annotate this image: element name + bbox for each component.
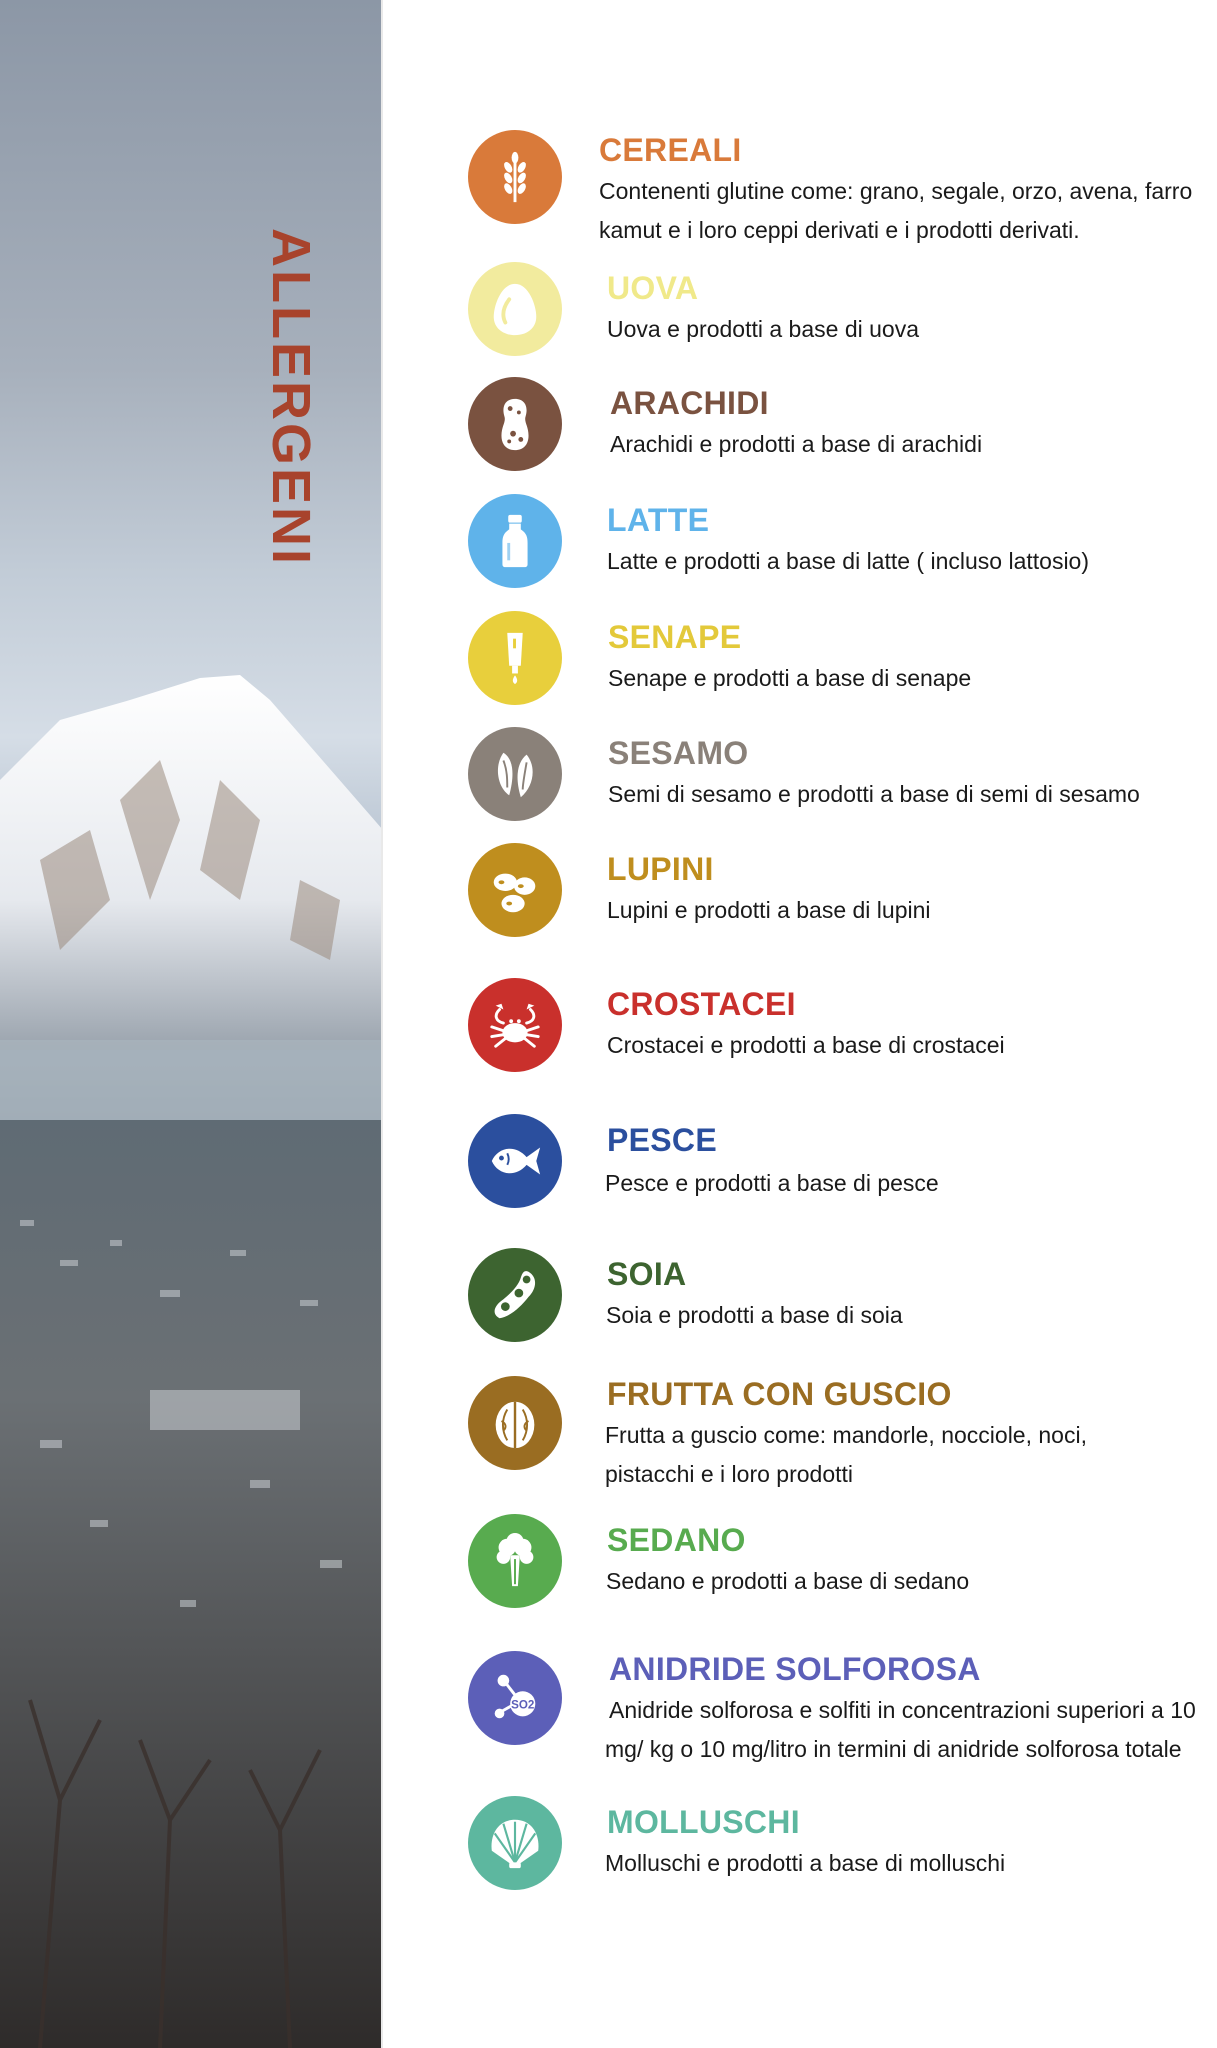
allergen-description: Lupini e prodotti a base di lupini: [607, 897, 931, 923]
allergen-title: ARACHIDI: [610, 385, 769, 421]
allergen-description: Arachidi e prodotti a base di arachidi: [610, 431, 983, 457]
allergen-description: Senape e prodotti a base di senape: [608, 665, 972, 691]
allergen-title: SEDANO: [607, 1522, 746, 1558]
allergen-description: Crostacei e prodotti a base di crostacei: [607, 1032, 1005, 1058]
allergen-title: SOIA: [607, 1256, 687, 1292]
allergen-description: Contenenti glutine come: grano, segale, orzo, avena, farro: [599, 178, 1193, 204]
allergen-title: PESCE: [607, 1122, 717, 1158]
allergen-description: Soia e prodotti a base di soia: [606, 1302, 903, 1328]
allergen-description-line2: pistacchi e i loro prodotti: [605, 1461, 854, 1487]
shell-icon: [468, 1796, 562, 1890]
lupin-icon: [468, 843, 562, 937]
allergen-title: LATTE: [607, 502, 710, 538]
allergen-title: CEREALI: [599, 132, 742, 168]
allergen-description-line2: kamut e i loro ceppi derivati e i prodotti derivati.: [599, 217, 1080, 243]
allergen-title: ANIDRIDE SOLFOROSA: [609, 1651, 981, 1687]
peanut-icon: [468, 377, 562, 471]
allergen-title: SENAPE: [608, 619, 742, 655]
egg-icon: [468, 262, 562, 356]
wheat-icon: [468, 130, 562, 224]
walnut-icon: [468, 1376, 562, 1470]
soy-pod-icon: [468, 1248, 562, 1342]
allergeni-vertical-title: ALLERGENI: [261, 228, 321, 568]
allergen-title: LUPINI: [607, 851, 714, 887]
so2-label: SO2: [511, 1698, 535, 1712]
mustard-icon: [468, 611, 562, 705]
panel-divider: [381, 0, 383, 2048]
celery-icon: [468, 1514, 562, 1608]
allergen-description: Pesce e prodotti a base di pesce: [605, 1170, 939, 1196]
allergen-title: SESAMO: [608, 735, 749, 771]
mountain-photo: [0, 0, 383, 2048]
allergen-description: Semi di sesamo e prodotti a base di semi di sesamo: [608, 781, 1140, 807]
allergen-description: Sedano e prodotti a base di sedano: [606, 1568, 970, 1594]
allergen-description: Uova e prodotti a base di uova: [607, 316, 919, 342]
allergen-title: CROSTACEI: [607, 986, 796, 1022]
allergen-description: Molluschi e prodotti a base di molluschi: [605, 1850, 1006, 1876]
fish-icon: [468, 1114, 562, 1208]
allergen-description-line2: mg/ kg o 10 mg/litro in termini di anidride solforosa totale: [605, 1736, 1182, 1762]
allergen-description: Anidride solforosa e solfiti in concentrazioni superiori a 10: [609, 1697, 1196, 1723]
allergen-title: MOLLUSCHI: [607, 1804, 800, 1840]
milk-bottle-icon: [468, 494, 562, 588]
crab-icon: [468, 978, 562, 1072]
allergen-title: FRUTTA CON GUSCIO: [607, 1376, 952, 1412]
sesame-icon: [468, 727, 562, 821]
allergen-title: UOVA: [607, 270, 699, 306]
allergen-description: Latte e prodotti a base di latte ( incluso lattosio): [607, 548, 1090, 574]
allergen-description: Frutta a guscio come: mandorle, nocciole, noci,: [605, 1422, 1087, 1448]
so2-molecule-icon: [468, 1651, 562, 1745]
mountain-illustration: [0, 0, 383, 2048]
